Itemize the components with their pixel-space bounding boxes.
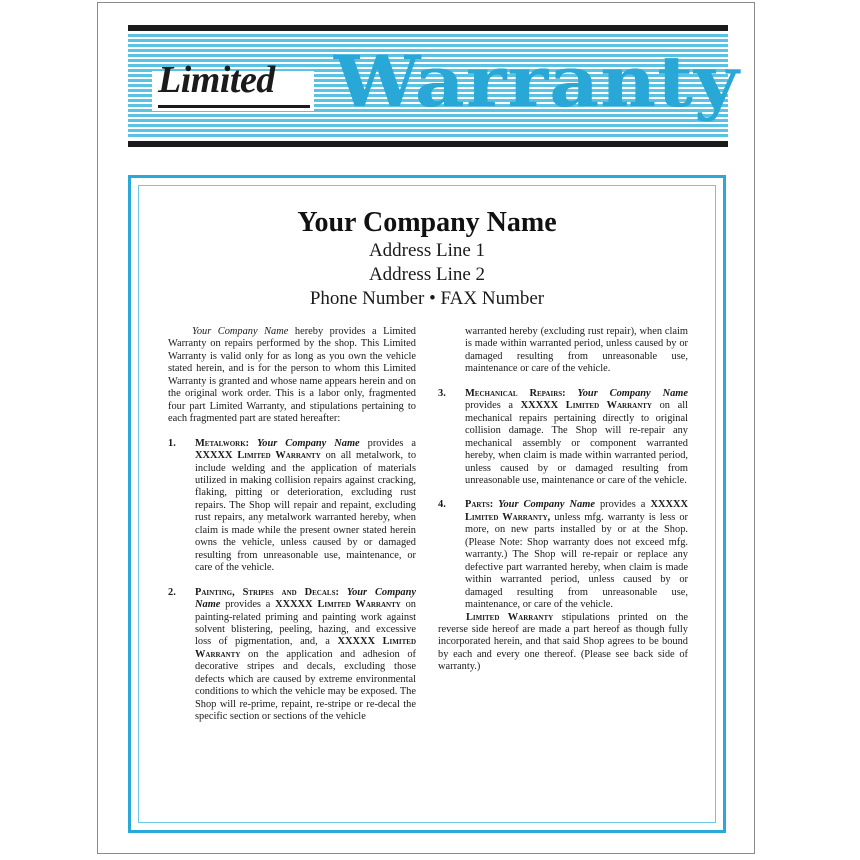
intro-paragraph (168, 326, 416, 426)
item-number: 2. (168, 586, 176, 598)
intro-company: Your Company Name (192, 326, 289, 337)
item-heading: Painting, Stripes and Decals: (195, 586, 339, 598)
address-line-2: Address Line 2 (368, 264, 486, 285)
item-pre: provides a (465, 400, 521, 412)
item-warranty: XXXXX Limited Warranty, (465, 499, 688, 523)
warranty-item-1 (168, 438, 416, 575)
item-heading: Parts: (465, 499, 494, 511)
intro-text: hereby provides a Limited Warranty on repairs performed by the shop. This Limited Warranty is valid only for as long as you own the vehicle stated herein, and is for the person to whom this Limited Warranty is granted and whose name appears herein and on the original work order. This is a labor only, fragmented four part Limited Warranty, and stipulations pertaining to each fragmented part are stated hereafter: (168, 326, 417, 425)
item-text: on all metalwork, to include welding and the application of materials utilized in making collision repairs against cracking, flaking, pitting or deterioration, excluding rust repairs. The Shop will repair and repaint, excluding rust repairs, any metalwork warranted hereby, when claim is made while the present owner stated herein owns the vehicle, unless caused by or damaged resulting from unreasonable use, maintenance, or care of the vehicle. (195, 450, 417, 574)
item-2-continued: warranted hereby (excluding rust repair), when claim is made within warranted period, unless caused by or damaged resulting from unreasonable use, maintenance or care of the vehicle. (465, 326, 688, 375)
closing-paragraph (438, 612, 688, 674)
warranty-item-2 (168, 587, 416, 724)
closing-text: stipulations printed on the reverse side hereof are made a part hereof as though fully incorporated herein, and that said Shop agrees to be bound by each and every one thereof. (Please see back side of warranty.) (438, 611, 688, 673)
item-company: Your Company Name (195, 586, 416, 611)
company-header (128, 207, 726, 311)
item-number: 3. (438, 387, 446, 399)
company-name: Your Company Name (297, 207, 557, 238)
item-text-2: on the application and adhesion of decorative stripes and decals, excluding those defects which are caused by extreme environmental conditions to which the vehicle may be exposed. The Shop will re-prime, repaint, re-stripe or re-decal the specific section or sections of the vehicle (195, 648, 416, 723)
item-warranty-2: XXXXX Limited Warranty (195, 636, 417, 660)
address-line-1: Address Line 1 (368, 240, 486, 261)
warranty-item-4 (438, 499, 688, 611)
right-column (438, 326, 688, 674)
item-warranty: XXXXX Limited Warranty (195, 450, 321, 462)
banner-limited-word: Limited (158, 59, 275, 101)
item-text: unless mfg. warranty is less or more, on new parts installed by or at the Shop. (Please Note: Shop warranty does not exceed mfg. warranty.) The Shop will re-repair or replace any defective part warranted hereby, when claim is made within warranted period, unless caused by or damaged resulting from unreasonable use, maintenance, or care of the vehicle. (465, 511, 689, 611)
banner-warranty-word: Warranty (334, 40, 740, 123)
item-pre: provides a (359, 437, 416, 449)
banner-top-rule (128, 25, 728, 31)
contact-line: Phone Number • FAX Number (309, 288, 545, 309)
limited-underline (158, 105, 310, 108)
item-pre: provides a (594, 499, 651, 511)
item-warranty: XXXXX Limited Warranty (520, 400, 652, 412)
item-company: Your Company Name (577, 387, 688, 399)
item-number: 4. (438, 499, 446, 511)
warranty-item-3 (438, 388, 688, 488)
warranty-document (97, 2, 755, 854)
item-company: Your Company Name (257, 437, 360, 449)
item-text: on painting-related priming and painting work against solvent blistering, peeling, hazing, and excessive loss of pigmentation, and, a (195, 599, 416, 648)
item-text: on all mechanical repairs pertaining directly to original collision damage. The Shop will re-repair any mechanical assembly or component warranted hereby, when claim is made within warranted period, unless caused by or damaged resulting from unreasonable use, maintenance or care of the vehicle. (465, 400, 688, 486)
closing-label: Limited Warranty (466, 611, 554, 623)
item-heading: Mechanical Repairs: (465, 387, 566, 399)
item-company: Your Company Name (498, 499, 595, 511)
item-heading: Metalwork: (195, 437, 250, 449)
left-column (168, 326, 416, 724)
warranty-banner (128, 25, 740, 148)
item-pre: provides a (220, 599, 276, 611)
banner-bottom-rule (128, 141, 728, 147)
item-number: 1. (168, 437, 176, 449)
item-warranty: XXXXX Limited Warranty (275, 599, 401, 611)
